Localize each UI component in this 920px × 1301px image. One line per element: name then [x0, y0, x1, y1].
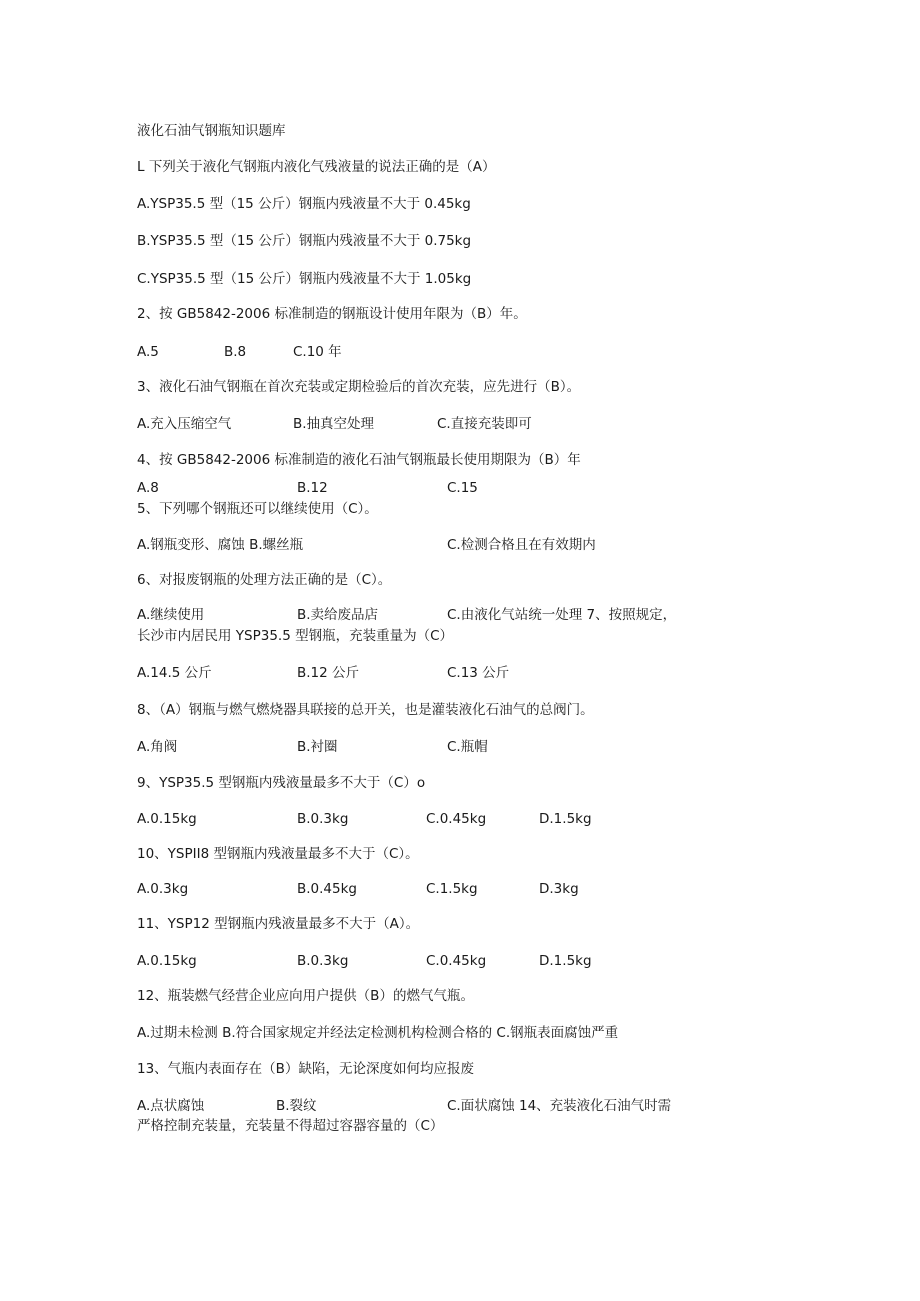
question-3-stem: 3、液化石油气钢瓶在首次充装或定期检验后的首次充装，应先进行（B）。 [137, 379, 581, 395]
question-10-option-a: A.0.3kg [137, 881, 189, 897]
question-3-option-c: C.直接充装即可 [437, 416, 532, 432]
question-9-option-c: C.0.45kg [426, 811, 487, 827]
question-5-stem: 5、下列哪个钢瓶还可以继续使用（C）。 [137, 501, 378, 517]
question-2-option-c: C.10 年 [293, 344, 342, 360]
question-6-option-b: B.卖给废品店 [297, 607, 379, 623]
question-12-options: A.过期未检测 B.符合国家规定并经法定检测机构检测合格的 C.钢瓶表面腐蚀严重 [137, 1025, 619, 1041]
question-8-option-a: A.角阀 [137, 739, 178, 755]
question-7-stem-continuation: 长沙市内居民用 YSP35.5 型钢瓶，充装重量为（C） [137, 628, 454, 644]
question-2-option-a: A.5 [137, 344, 159, 360]
question-10-option-b: B.0.45kg [297, 881, 357, 897]
question-1-stem: L 下列关于液化气钢瓶内液化气残液量的说法正确的是（A） [137, 159, 496, 175]
question-13-option-a: A.点状腐蚀 [137, 1098, 205, 1114]
question-6-stem: 6、对报废钢瓶的处理方法正确的是（C）。 [137, 572, 392, 588]
question-11-stem: 11、YSP12 型钢瓶内残液量最多不大于（A）。 [137, 916, 420, 932]
question-3-option-a: A.充入压缩空气 [137, 416, 232, 432]
question-6-option-a: A.继续使用 [137, 607, 205, 623]
question-13-stem: 13、气瓶内表面存在（B）缺陷，无论深度如何均应报废 [137, 1061, 474, 1077]
question-11-option-b: B.0.3kg [297, 953, 349, 969]
question-4-option-c: C.15 [447, 480, 478, 496]
question-14-stem-continuation: 严格控制充装量，充装量不得超过容器容量的（C） [137, 1118, 444, 1134]
question-2-stem: 2、按 GB5842-2006 标准制造的钢瓶设计使用年限为（B）年。 [137, 306, 527, 322]
question-11-option-c: C.0.45kg [426, 953, 487, 969]
question-1-option-b: B.YSP35.5 型（15 公斤）钢瓶内残液量不大于 0.75kg [137, 233, 472, 249]
question-12-stem: 12、瓶装燃气经营企业应向用户提供（B）的燃气气瓶。 [137, 988, 474, 1004]
question-4-stem: 4、按 GB5842-2006 标准制造的液化石油气钢瓶最长使用期限为（B）年 [137, 452, 581, 468]
question-7-option-c: C.13 公斤 [447, 665, 510, 681]
question-7-option-a: A.14.5 公斤 [137, 665, 212, 681]
question-9-option-d: D.1.5kg [539, 811, 592, 827]
question-10-option-c: C.1.5kg [426, 881, 478, 897]
question-13-option-c: C.面状腐蚀 14、充装液化石油气时需 [447, 1098, 672, 1114]
question-11-option-a: A.0.15kg [137, 953, 197, 969]
question-5-option-ab: A.钢瓶变形、腐蚀 B.螺丝瓶 [137, 537, 304, 553]
question-1-option-c: C.YSP35.5 型（15 公斤）钢瓶内残液量不大于 1.05kg [137, 271, 472, 287]
question-7-option-b: B.12 公斤 [297, 665, 360, 681]
question-11-option-d: D.1.5kg [539, 953, 592, 969]
question-6-option-c: C.由液化气站统一处理 7、按照规定， [447, 607, 677, 623]
question-10-stem: 10、YSPII8 型钢瓶内残液量最多不大于（C）。 [137, 846, 419, 862]
question-4-option-a: A.8 [137, 480, 159, 496]
question-5-option-c: C.检测合格且在有效期内 [447, 537, 596, 553]
question-9-option-b: B.0.3kg [297, 811, 349, 827]
question-4-option-b: B.12 [297, 480, 328, 496]
question-9-option-a: A.0.15kg [137, 811, 197, 827]
question-8-stem: 8、（A）钢瓶与燃气燃烧器具联接的总开关，也是灌装液化石油气的总阀门。 [137, 702, 594, 718]
question-8-option-b: B.衬圈 [297, 739, 338, 755]
question-13-option-b: B.裂纹 [276, 1098, 317, 1114]
document-title: 液化石油气钢瓶知识题库 [137, 123, 286, 139]
question-9-stem: 9、YSP35.5 型钢瓶内残液量最多不大于（C）o [137, 775, 426, 791]
question-1-option-a: A.YSP35.5 型（15 公斤）钢瓶内残液量不大于 0.45kg [137, 196, 471, 212]
question-2-option-b: B.8 [224, 344, 247, 360]
question-8-option-c: C.瓶帽 [447, 739, 488, 755]
question-10-option-d: D.3kg [539, 881, 579, 897]
question-3-option-b: B.抽真空处理 [293, 416, 375, 432]
